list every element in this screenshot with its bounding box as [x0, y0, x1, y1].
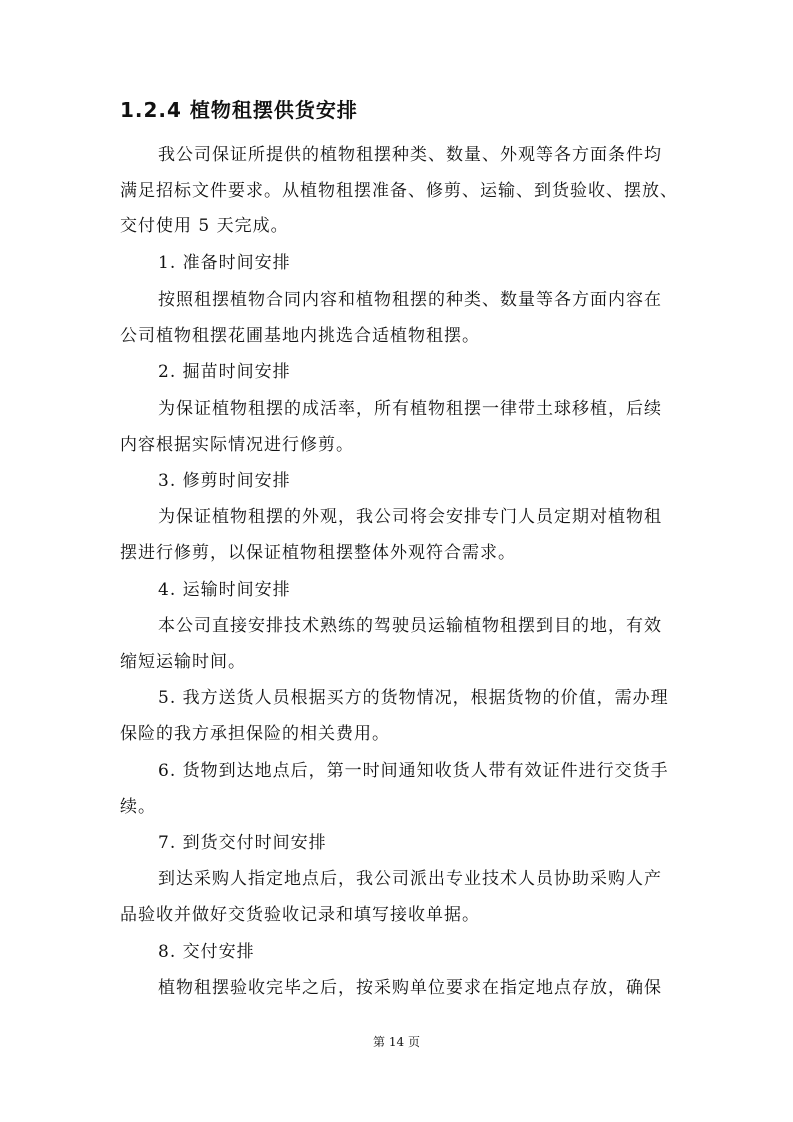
subheading-line: 3. 修剪时间安排 [158, 471, 291, 491]
paragraph-line: 续。 [120, 797, 156, 817]
paragraph-line: 公司植物租摆花圃基地内挑选合适植物租摆。 [120, 326, 480, 346]
subheading-line: 1. 准备时间安排 [158, 253, 291, 273]
subheading-line: 2. 掘苗时间安排 [158, 362, 291, 382]
section-title: 1.2.4 植物租摆供货安排 [120, 98, 358, 122]
subheading-line: 7. 到货交付时间安排 [158, 833, 327, 853]
paragraph-line: 按照租摆植物合同内容和植物租摆的种类、数量等各方面内容在 [158, 290, 662, 310]
paragraph-line: 5. 我方送货人员根据买方的货物情况，根据货物的价值，需办理 [158, 688, 669, 708]
paragraph-line: 保险的我方承担保险的相关费用。 [120, 724, 390, 744]
paragraph-line: 交付使用 5 天完成。 [120, 216, 289, 236]
paragraph-line: 植物租摆验收完毕之后，按采购单位要求在指定地点存放，确保 [158, 978, 662, 998]
paragraph-line: 为保证植物租摆的外观，我公司将会安排专门人员定期对植物租 [158, 507, 662, 527]
paragraph-line: 本公司直接安排技术熟练的驾驶员运输植物租摆到目的地，有效 [158, 616, 662, 636]
subheading-line: 8. 交付安排 [158, 942, 255, 962]
paragraph-line: 满足招标文件要求。从植物租摆准备、修剪、运输、到货验收、摆放、 [120, 181, 678, 201]
paragraph-line: 我公司保证所提供的植物租摆种类、数量、外观等各方面条件均 [158, 145, 662, 165]
paragraph-line: 到达采购人指定地点后，我公司派出专业技术人员协助采购人产 [158, 869, 662, 889]
page-number: 第 14 页 [373, 1035, 420, 1049]
paragraph-line: 内容根据实际情况进行修剪。 [120, 435, 354, 455]
paragraph-line: 为保证植物租摆的成活率，所有植物租摆一律带土球移植，后续 [158, 399, 662, 419]
paragraph-line: 6. 货物到达地点后，第一时间通知收货人带有效证件进行交货手 [158, 761, 669, 781]
paragraph-line: 品验收并做好交货验收记录和填写接收单据。 [120, 905, 480, 925]
paragraph-line: 摆进行修剪，以保证植物租摆整体外观符合需求。 [120, 543, 516, 563]
paragraph-line: 缩短运输时间。 [120, 652, 246, 672]
subheading-line: 4. 运输时间安排 [158, 580, 291, 600]
